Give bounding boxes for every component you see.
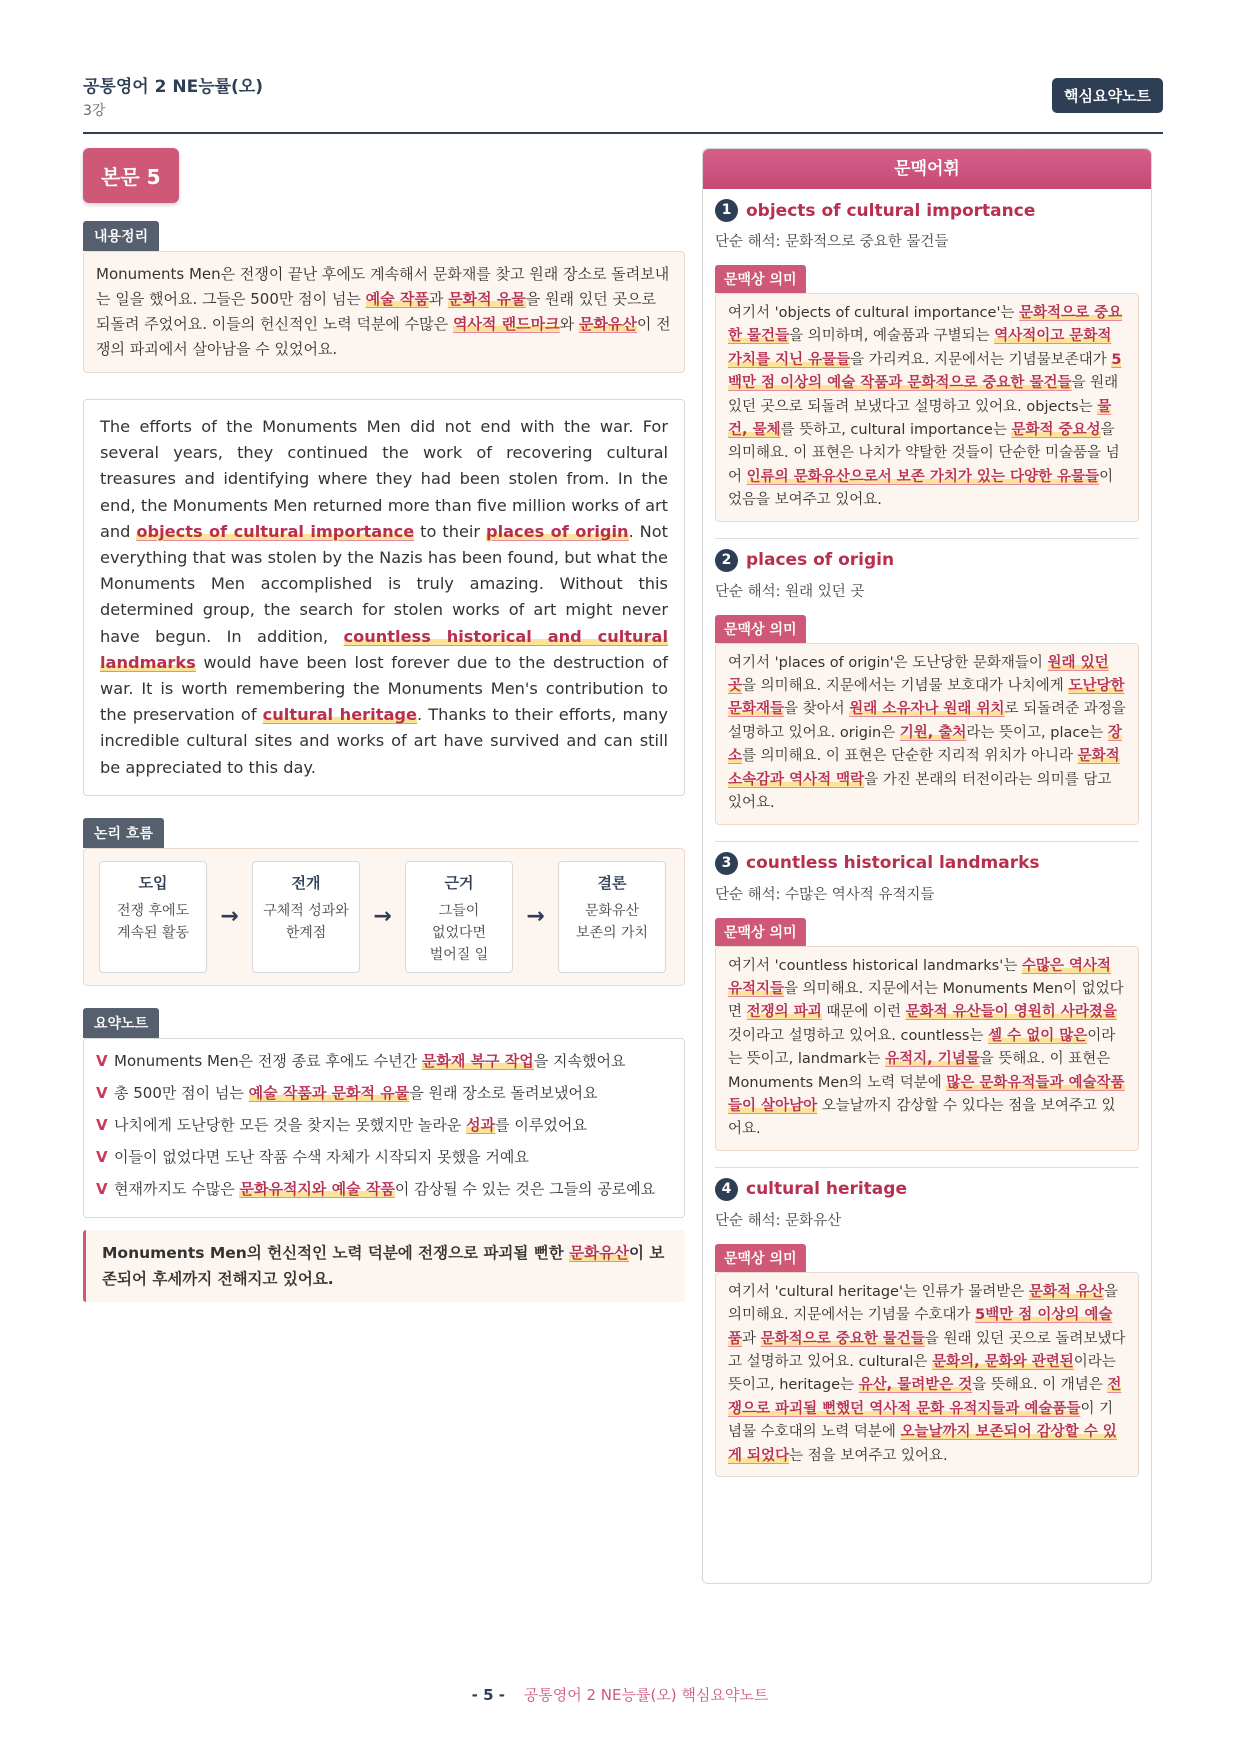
text-span: 을 의미해요. 지문에서는 기념물 보호대가 나치에게 xyxy=(742,678,1069,695)
highlighted-phrase: 문화적 소속감과 역사적 맥락 xyxy=(728,748,1120,788)
vocab-heading: 문맥어휘 xyxy=(703,149,1151,189)
context-label: 문맥상 의미 xyxy=(715,615,806,643)
text-span: 총 500만 점이 넘는 xyxy=(114,1083,249,1102)
highlighted-phrase: 도난당한 문화재들 xyxy=(728,678,1125,718)
text-span: 여기서 'places of origin'은 도난당한 문화재들이 xyxy=(728,654,1048,671)
text-span: 을 원래 있던 곳으로 되돌려 보냈다고 설명하고 있어요. objects는 xyxy=(728,375,1119,415)
text-span: . Not everything that was stolen by the Nazis has been found, but what the Monuments Men accomplished is truly amazing. Without this determined group, the search for stolen works of art might never have begun. In addition, xyxy=(100,521,669,646)
context-explanation xyxy=(715,946,1139,1151)
item-number-badge: 3 xyxy=(715,852,738,875)
note-text xyxy=(114,1113,587,1137)
summary-label: 내용정리 xyxy=(83,221,159,251)
text-span: 과 xyxy=(742,1330,761,1347)
highlighted-phrase: 전쟁의 파괴 xyxy=(746,1004,822,1021)
text-span: 을 지속했어요 xyxy=(533,1051,626,1070)
flow-arrow-icon: → xyxy=(220,904,239,930)
check-mark-icon: V xyxy=(96,1051,108,1070)
highlighted-phrase: 장소 xyxy=(728,724,1122,765)
highlighted-phrase: 인류의 문화유산으로서 보존 가치가 있는 다양한 유물들 xyxy=(746,468,1100,485)
highlighted-phrase: 예술 작품과 문화적 유물 xyxy=(248,1083,410,1102)
flow-step-title: 근거 xyxy=(444,873,474,892)
note-item xyxy=(96,1081,672,1105)
context-explanation xyxy=(715,1272,1139,1477)
highlighted-phrase: cultural heritage xyxy=(262,705,417,725)
vocab-item xyxy=(715,842,1139,1168)
highlighted-phrase: 역사적이고 문화적 가치를 지닌 유물들 xyxy=(728,328,1112,368)
note-text xyxy=(114,1049,625,1073)
text-span: Monuments Men의 헌신적인 노력 덕분에 전쟁으로 파괴될 뻔한 xyxy=(102,1243,570,1262)
highlighted-phrase: 셀 수 없이 많은 xyxy=(988,1027,1088,1044)
term-text: places of origin xyxy=(746,550,895,571)
highlighted-phrase: 원래 있던 곳 xyxy=(728,654,1109,695)
highlighted-phrase: 물건, 물체 xyxy=(728,398,1112,439)
literal-translation: 단순 해석: 수많은 역사적 유적지들 xyxy=(715,886,935,903)
literal-translation: 단순 해석: 문화유산 xyxy=(715,1212,842,1229)
text-span: 이 감상될 수 있는 것은 그들의 공로예요 xyxy=(394,1179,656,1198)
note-item xyxy=(96,1113,672,1137)
context-label: 문맥상 의미 xyxy=(715,918,806,946)
flow-step xyxy=(252,861,360,973)
text-span: 이 기념물 수호대의 노력 덕분에 xyxy=(728,1400,1114,1441)
text-span: 이라는 뜻이고, heritage는 xyxy=(728,1353,1116,1394)
highlighted-phrase: 수많은 역사적 유적지들 xyxy=(728,957,1111,997)
text-span: 을 찾아서 xyxy=(784,701,850,718)
highlighted-phrase: countless historical and cultural landmarks xyxy=(100,626,668,672)
text-span: 을 의미하며, 예술품과 구별되는 xyxy=(789,328,995,345)
notes-label: 요약노트 xyxy=(83,1008,159,1038)
text-span: 를 의미해요. 이 표현은 단순한 지리적 위치가 아니라 xyxy=(742,748,1078,765)
text-span: 를 뜻하고, cultural importance는 xyxy=(780,422,1012,439)
highlighted-phrase: 기원, 출처 xyxy=(899,724,967,741)
flow-arrow-icon: → xyxy=(526,904,545,930)
text-span: 오늘날까지 감상할 수 있다는 점을 보여주고 있어요. xyxy=(728,1097,1116,1138)
lesson-number: 3강 xyxy=(83,103,106,119)
page-number: - 5 - xyxy=(471,1686,505,1704)
literal-translation: 단순 해석: 문화적으로 중요한 물건들 xyxy=(715,234,949,250)
flow-step xyxy=(99,861,207,973)
note-text xyxy=(114,1177,655,1201)
vocab-list xyxy=(703,189,1151,1477)
content-summary xyxy=(83,251,685,373)
highlighted-phrase: 전쟁으로 파괴될 뻔했던 역사적 문화 유적지들과 예술품들 xyxy=(728,1377,1122,1417)
flow-step xyxy=(558,861,666,973)
flow-step xyxy=(405,861,513,973)
conclusion-box xyxy=(83,1230,685,1302)
highlighted-phrase: 문화적 유물 xyxy=(448,290,526,308)
context-label: 문맥상 의미 xyxy=(715,265,806,293)
text-span: Monuments Men은 전쟁 종료 후에도 수년간 xyxy=(114,1051,422,1070)
text-span: 을 가진 본래의 터전이라는 의미를 담고 있어요. xyxy=(728,771,1112,812)
text-span: 것이라고 설명하고 있어요. countless는 xyxy=(728,1027,989,1044)
doc-title: 공통영어 2 NE능률(오) xyxy=(83,77,263,97)
highlighted-phrase: places of origin xyxy=(486,521,629,541)
text-span: 를 이루었어요 xyxy=(495,1115,587,1134)
highlighted-phrase: 5백만 점 이상의 예술품 xyxy=(728,1307,1113,1347)
note-item xyxy=(96,1145,672,1169)
footer-text: 공통영어 2 NE능률(오) 핵심요약노트 xyxy=(523,1686,769,1704)
text-span: . Thanks to their efforts, many incredible cultural sites and works of art have survived and can still be appreciated to this day. xyxy=(100,705,668,777)
note-text xyxy=(114,1145,529,1169)
page-footer xyxy=(0,1684,1240,1705)
note-item xyxy=(96,1177,672,1201)
text-span: 와 xyxy=(559,315,579,333)
text-span: 여기서 'countless historical landmarks'는 xyxy=(728,957,1022,974)
vocab-term xyxy=(715,549,1139,572)
term-text: countless historical landmarks xyxy=(746,853,1040,873)
literal-translation: 단순 해석: 원래 있던 곳 xyxy=(715,583,865,600)
highlighted-phrase: 성과 xyxy=(466,1115,496,1134)
text-span: 을 원래 있던 곳으로 되돌려 주었어요. 이들의 헌신적인 노력 덕분에 수많은 xyxy=(96,290,657,333)
text-span: 과 xyxy=(428,290,449,308)
flow-label: 논리 흐름 xyxy=(83,818,164,848)
text-span: 나치에게 도난당한 모든 것을 찾지는 못했지만 놀라운 xyxy=(114,1115,467,1134)
vocab-item xyxy=(715,1168,1139,1477)
item-number-badge: 4 xyxy=(715,1178,738,1201)
check-mark-icon: V xyxy=(96,1179,108,1198)
highlighted-phrase: 원래 소유자나 원래 위치 xyxy=(849,701,1005,718)
highlighted-phrase: objects of cultural importance xyxy=(136,521,415,541)
highlighted-phrase: 예술 작품 xyxy=(365,290,429,308)
text-span: 을 뜻해요. 이 개념은 xyxy=(972,1377,1108,1394)
highlighted-phrase: 문화적 유산 xyxy=(1028,1283,1104,1300)
highlighted-phrase: 5백만 점 이상의 예술 작품과 문화적으로 중요한 물건들 xyxy=(728,351,1122,392)
flow-step-title: 결론 xyxy=(597,873,627,892)
note-type-badge: 핵심요약노트 xyxy=(1052,78,1163,113)
highlighted-phrase: 문화적으로 중요한 물건들 xyxy=(760,1330,925,1347)
flow-step-desc: 구체적 성과와 한계점 xyxy=(263,902,349,941)
text-span: 이들이 없었다면 도난 작품 수색 자체가 시작되지 못했을 거예요 xyxy=(114,1147,529,1166)
vocab-term xyxy=(715,852,1139,875)
flow-arrow-icon: → xyxy=(373,904,392,930)
highlighted-phrase: 문화유산 xyxy=(578,315,637,333)
text-span: 여기서 'cultural heritage'는 인류가 물려받은 xyxy=(728,1283,1029,1300)
text-span: 이었음을 보여주고 있어요. xyxy=(728,468,1114,509)
passage-text xyxy=(83,399,685,796)
check-mark-icon: V xyxy=(96,1083,108,1102)
highlighted-phrase: 유적지, 기념물 xyxy=(885,1051,980,1068)
text-span: 을 의미해요. 지문에서는 기념물 수호대가 xyxy=(728,1283,1118,1324)
highlighted-phrase: 문화적 중요성 xyxy=(1011,422,1101,439)
section-title: 본문 5 xyxy=(83,148,179,203)
flow-step-desc: 그들이 없었다면 벌어질 일 xyxy=(429,902,489,963)
text-span: 을 가리켜요. 지문에서는 기념물보존대가 xyxy=(850,351,1112,368)
highlighted-phrase: 많은 문화유적들과 예술작품들이 살아남아 xyxy=(728,1074,1125,1114)
check-mark-icon: V xyxy=(96,1115,108,1134)
text-span: Monuments Men은 전쟁이 끝난 후에도 계속해서 문화재를 찾고 원래 장소로 돌려보내는 일을 했어요. 그들은 500만 점이 넘는 xyxy=(96,265,670,308)
context-label: 문맥상 의미 xyxy=(715,1244,806,1272)
item-number-badge: 1 xyxy=(715,199,738,222)
highlighted-phrase: 문화유산 xyxy=(569,1243,630,1262)
flow-step-desc: 전쟁 후에도 계속된 활동 xyxy=(116,902,190,941)
vocab-term xyxy=(715,1178,1139,1201)
highlighted-phrase: 문화적 유산들이 영원히 사라졌을 xyxy=(905,1004,1117,1021)
context-explanation xyxy=(715,293,1139,522)
text-span: to their xyxy=(414,521,486,541)
text-span: 현재까지도 수많은 xyxy=(114,1179,240,1198)
text-span: 때문에 이런 xyxy=(821,1004,906,1021)
text-span: 을 원래 장소로 돌려보냈어요 xyxy=(409,1083,598,1102)
page-header xyxy=(83,70,1163,134)
term-text: objects of cultural importance xyxy=(746,200,1036,221)
logic-flow xyxy=(83,848,685,986)
text-span: 이 보존되어 후세까지 전해지고 있어요. xyxy=(102,1243,665,1288)
text-span: 을 원래 있던 곳으로 돌려보냈다고 설명하고 있어요. cultural은 xyxy=(728,1330,1126,1370)
note-item xyxy=(96,1049,672,1073)
highlighted-phrase: 문화의, 문화와 관련된 xyxy=(932,1353,1074,1370)
vocab-item xyxy=(715,539,1139,842)
text-span: 라는 뜻이고, place는 xyxy=(966,724,1108,741)
flow-step-title: 전개 xyxy=(291,873,321,892)
vocab-panel xyxy=(702,148,1152,1584)
text-span: 을 뜻해요. 이 표현은 Monuments Men의 노력 덕분에 xyxy=(728,1051,1111,1091)
vocab-term xyxy=(715,199,1139,222)
context-explanation xyxy=(715,643,1139,825)
text-span: 로 되돌려준 과정을 설명하고 있어요. origin은 xyxy=(728,701,1126,741)
left-column xyxy=(83,148,685,1302)
text-span: The efforts of the Monuments Men did not end with the war. For several years, they continued the work of recovering cultural treasures and identifying where they had been stolen from. In the end, the Monuments Men returned more than five million works of art and xyxy=(100,417,668,541)
summary-notes xyxy=(83,1038,685,1218)
highlighted-phrase: 문화유적지와 예술 작품 xyxy=(239,1179,395,1198)
flow-step-title: 도입 xyxy=(138,873,168,892)
term-text: cultural heritage xyxy=(746,1179,907,1200)
text-span: 이 전쟁의 파괴에서 살아남을 수 있었어요. xyxy=(96,315,671,358)
item-number-badge: 2 xyxy=(715,549,738,572)
note-text xyxy=(114,1081,597,1105)
highlighted-phrase: 문화적으로 중요한 물건들 xyxy=(728,305,1123,345)
text-span: would have been lost forever due to the destruction of war. It is worth remembering the Monuments Men's contribution to the preservation of xyxy=(100,652,668,725)
check-mark-icon: V xyxy=(96,1147,108,1166)
text-span: 을 의미해요. 이 표현은 나치가 약탈한 것들이 단순한 미술품을 넘어 xyxy=(728,422,1120,485)
highlighted-phrase: 문화재 복구 작업 xyxy=(421,1051,534,1070)
highlighted-phrase: 역사적 랜드마크 xyxy=(452,315,560,333)
text-span: 을 의미해요. 지문에서는 Monuments Men이 없었다면 xyxy=(728,980,1124,1021)
vocab-item xyxy=(715,189,1139,539)
text-span: 이라는 뜻이고, landmark는 xyxy=(728,1027,1116,1068)
highlighted-phrase: 유산, 물려받은 것 xyxy=(858,1377,973,1394)
highlighted-phrase: 오늘날까지 보존되어 감상할 수 있게 되었다 xyxy=(728,1424,1117,1464)
text-span: 는 점을 보여주고 있어요. xyxy=(789,1447,948,1464)
text-span: 여기서 'objects of cultural importance'는 xyxy=(728,305,1020,321)
flow-step-desc: 문화유산 보존의 가치 xyxy=(575,902,649,941)
